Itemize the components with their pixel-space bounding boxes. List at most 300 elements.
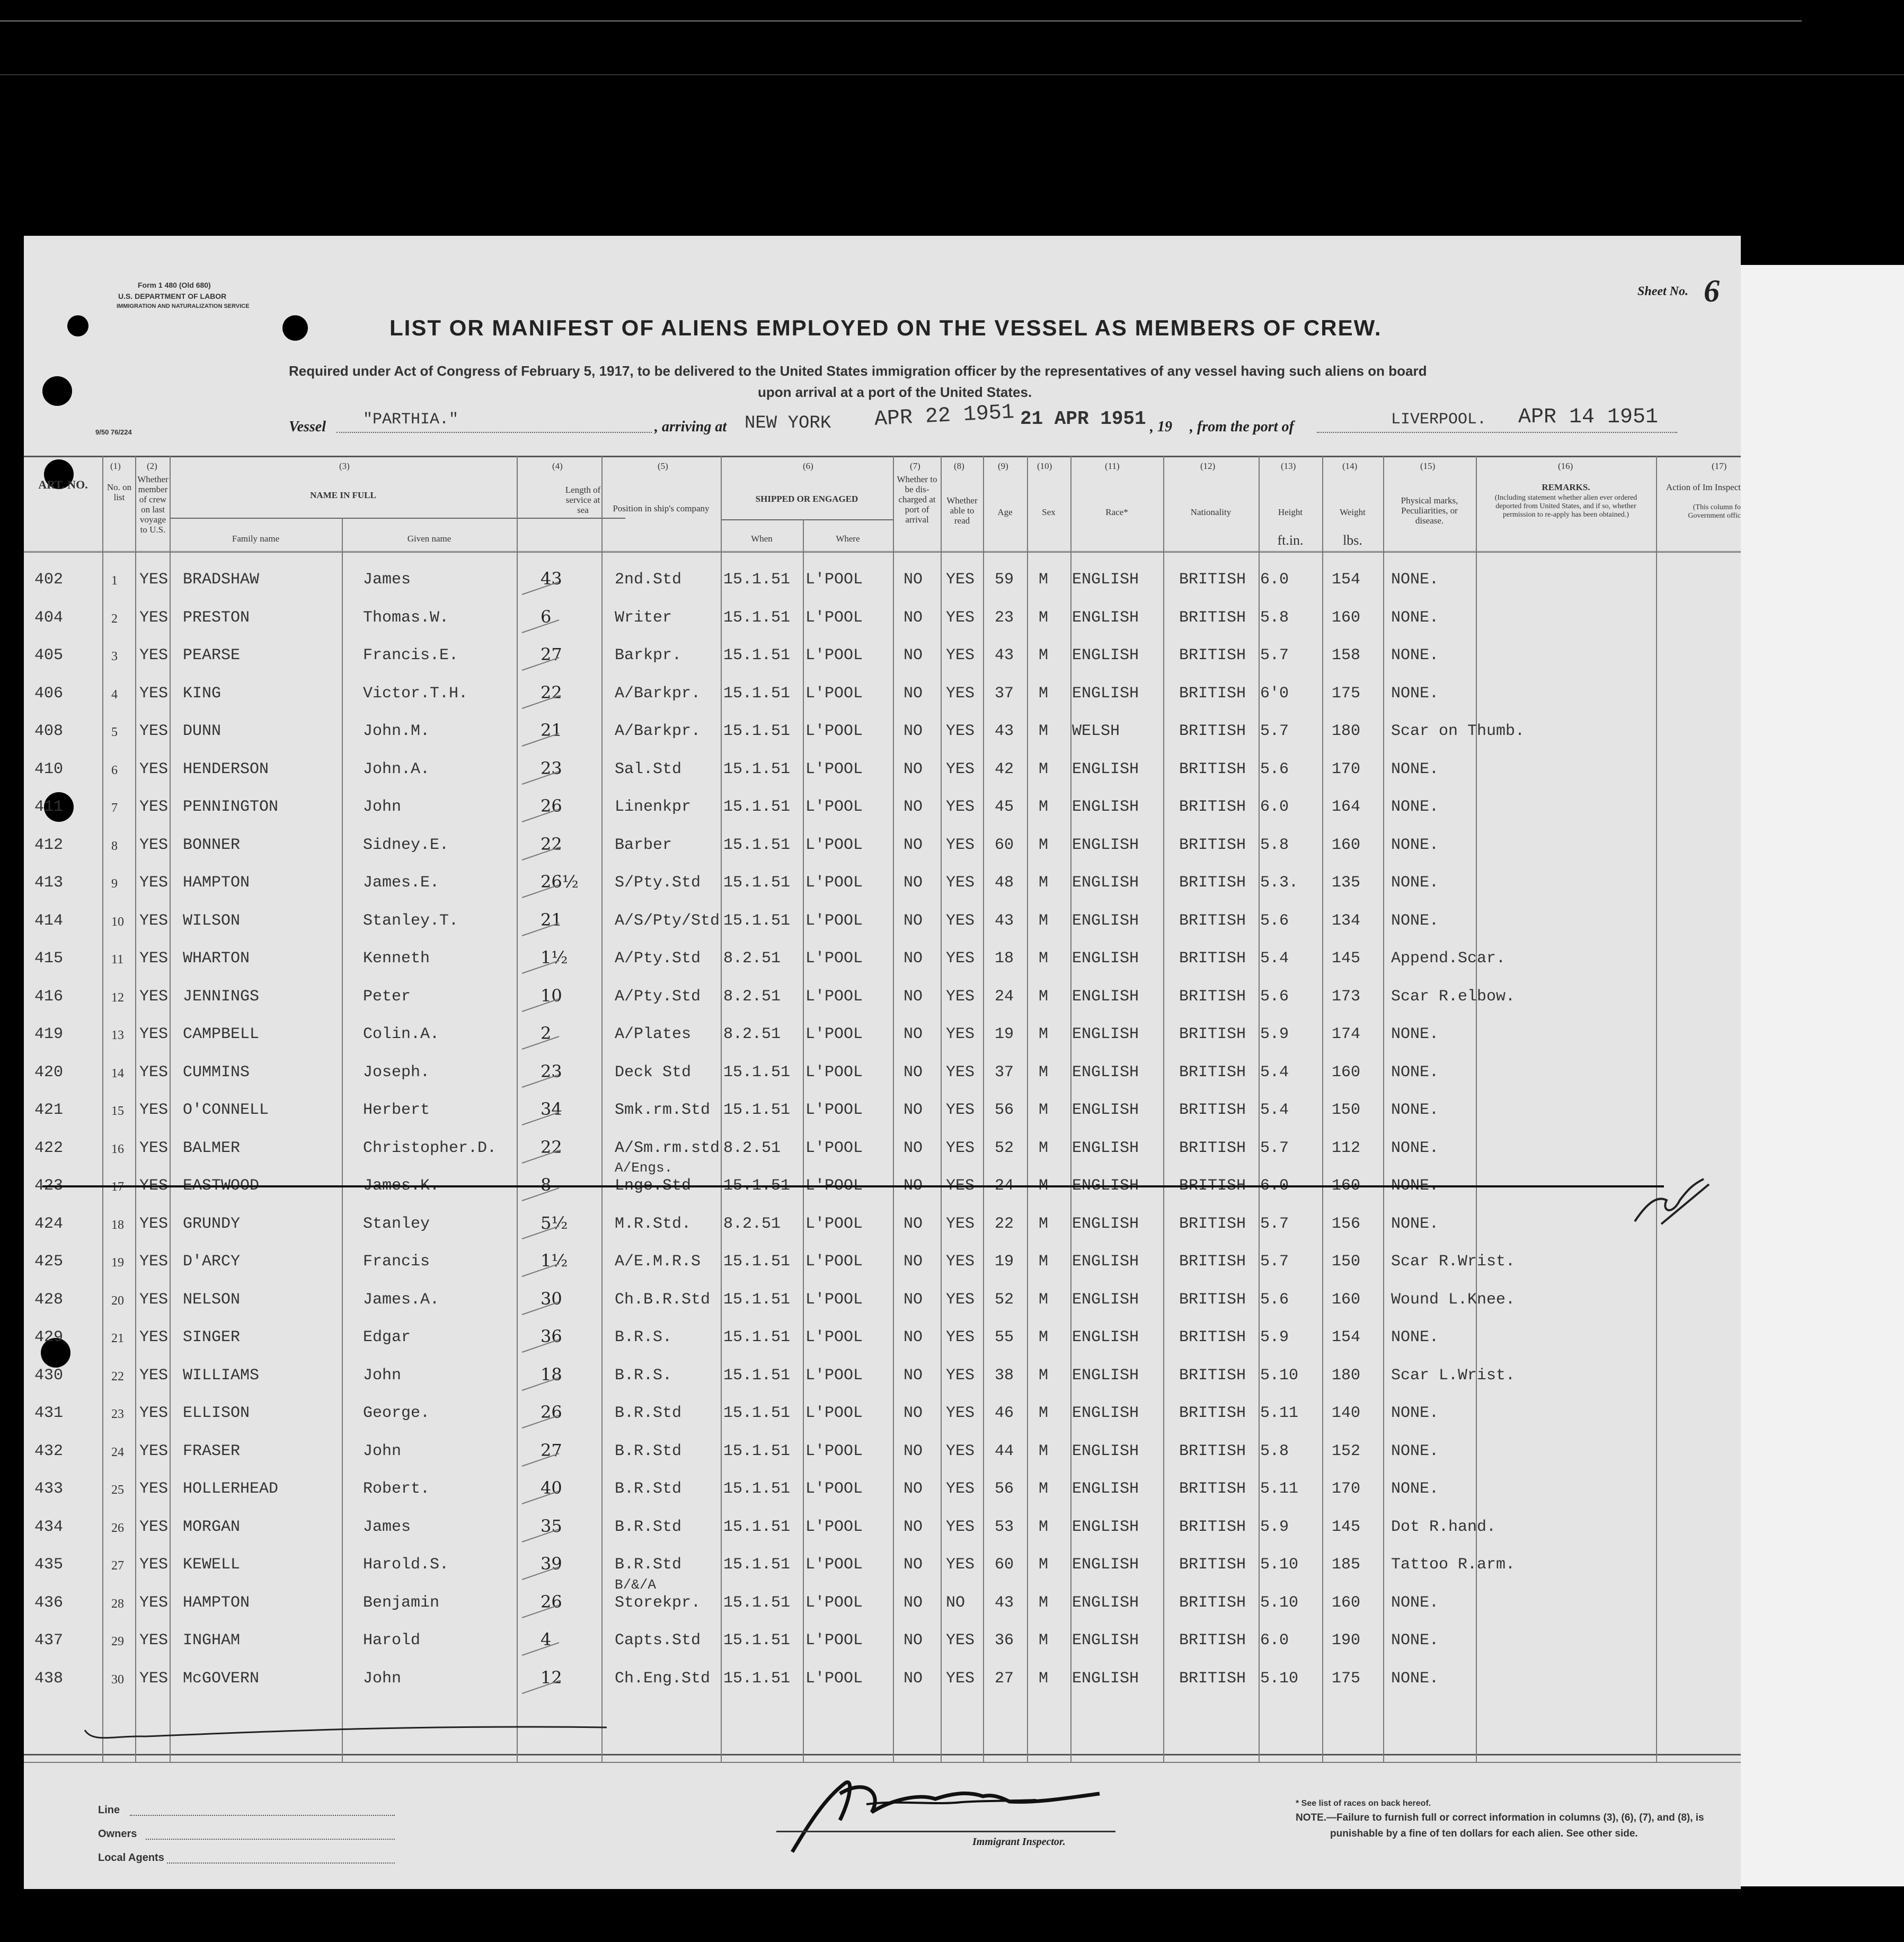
shipped-where-cell: L'POOL: [805, 987, 863, 1006]
paper-edge-strip: [1741, 265, 1904, 1886]
shipped-when-cell: 15.1.51: [723, 1101, 791, 1119]
list-number-cell: 11: [111, 953, 124, 966]
pencil-tick-icon: [519, 1601, 562, 1622]
column-divider: [102, 456, 103, 1762]
shipped-when-cell: 15.1.51: [723, 684, 791, 703]
discharged-cell: NO: [904, 1063, 923, 1081]
height-cell: 5.4: [1260, 950, 1289, 968]
race-cell: ENGLISH: [1072, 684, 1139, 703]
able-to-read-cell: YES: [946, 950, 975, 968]
age-cell: 60: [995, 836, 1014, 854]
punch-hole-icon: [42, 376, 72, 406]
physical-marks-cell: NONE.: [1391, 911, 1439, 930]
race-cell: ENGLISH: [1072, 1328, 1139, 1346]
nationality-cell: BRITISH: [1179, 1177, 1246, 1195]
last-voyage-cell: YES: [139, 1593, 169, 1612]
line-underline: [130, 1815, 395, 1816]
given-name-header: Given name: [407, 534, 451, 544]
last-voyage-cell: YES: [139, 1442, 169, 1460]
service-length-cell: 21: [541, 720, 562, 740]
given-name-cell: Francis: [363, 1253, 430, 1271]
position-cell: 2nd.Std: [615, 571, 682, 589]
shipped-where-cell: L'POOL: [805, 1556, 863, 1574]
last-voyage-cell: YES: [139, 1025, 169, 1043]
family-name-cell: WILLIAMS: [183, 1366, 260, 1385]
scan-edge-line: [0, 74, 1904, 75]
given-name-cell: James.A.: [363, 1290, 440, 1309]
column-divider: [1163, 456, 1164, 1762]
family-name-cell: BONNER: [183, 836, 241, 854]
discharged-cell: NO: [904, 1025, 923, 1043]
weight-cell: 134: [1332, 911, 1361, 930]
able-to-read-cell: NO: [946, 1593, 966, 1612]
weight-unit: lbs.: [1343, 533, 1362, 548]
height-cell: 5.9: [1260, 1518, 1289, 1536]
sex-cell: M: [1039, 1593, 1049, 1612]
race-cell: ENGLISH: [1072, 608, 1139, 627]
race-cell: ENGLISH: [1072, 1518, 1139, 1536]
shipped-where-cell: L'POOL: [805, 1101, 863, 1119]
weight-header: Weight: [1340, 507, 1366, 517]
physical-marks-cell: NONE.: [1391, 1177, 1439, 1195]
pencil-tick-icon: [519, 843, 562, 864]
given-name-cell: James: [363, 571, 411, 589]
art-number-cell: 431: [34, 1404, 64, 1422]
weight-cell: 160: [1332, 836, 1361, 854]
age-cell: 52: [995, 1290, 1014, 1309]
art-number-cell: 411: [34, 798, 64, 816]
able-to-read-cell: YES: [946, 911, 975, 930]
column-number: (7): [910, 461, 920, 471]
local-agents-label: Local Agents: [98, 1852, 164, 1864]
position-cell: B.R.S.: [615, 1328, 672, 1346]
height-cell: 5.10: [1260, 1366, 1299, 1385]
last-voyage-cell: YES: [139, 1556, 169, 1574]
sex-cell: M: [1039, 571, 1049, 589]
last-voyage-cell: YES: [139, 1518, 169, 1536]
sex-cell: M: [1039, 1025, 1049, 1043]
pencil-tick-icon: [519, 767, 562, 788]
race-cell: ENGLISH: [1072, 1253, 1139, 1271]
shipped-where-cell: L'POOL: [805, 1328, 863, 1346]
arriving-label: , arriving at: [654, 419, 727, 435]
family-name-cell: McGOVERN: [183, 1669, 260, 1688]
column-divider: [342, 518, 343, 1762]
art-number-cell: 405: [34, 646, 64, 664]
race-cell: ENGLISH: [1072, 1214, 1139, 1233]
family-name-cell: NELSON: [183, 1290, 241, 1309]
pencil-tick-icon: [519, 653, 562, 675]
position-cell: Ch.Eng.Std: [615, 1669, 711, 1688]
position-cell: A/E.M.R.S: [615, 1253, 701, 1271]
discharged-cell: NO: [904, 987, 923, 1006]
position-cell: B.R.S.: [615, 1366, 672, 1385]
shipped-where-cell: L'POOL: [805, 1518, 863, 1536]
service-length-cell: 27: [541, 1440, 562, 1460]
position-cell: Smk.rm.Std: [615, 1101, 711, 1119]
race-cell: ENGLISH: [1072, 760, 1139, 778]
art-number-cell: 413: [34, 874, 64, 892]
race-cell: ENGLISH: [1072, 836, 1139, 854]
shipped-when-cell: 15.1.51: [723, 1556, 791, 1574]
discharged-cell: NO: [904, 1253, 923, 1271]
race-cell: ENGLISH: [1072, 1177, 1139, 1195]
height-unit: ft.in.: [1277, 533, 1304, 548]
able-to-read-cell: YES: [946, 1025, 975, 1043]
able-to-read-cell: YES: [946, 684, 975, 703]
art-number-cell: 402: [34, 571, 64, 589]
age-cell: 38: [995, 1366, 1014, 1385]
where-header: Where: [836, 534, 860, 544]
date-stamp: 21 APR 1951: [1020, 408, 1146, 430]
service-length-cell: 36: [541, 1326, 562, 1346]
list-number-cell: 1: [111, 574, 118, 588]
race-cell: ENGLISH: [1072, 987, 1139, 1006]
service-length-cell: 26½: [541, 872, 579, 892]
weight-cell: 152: [1332, 1442, 1361, 1460]
shipped-where-cell: L'POOL: [805, 1669, 863, 1688]
column-number: (2): [147, 461, 157, 471]
age-cell: 37: [995, 1063, 1014, 1081]
family-name-cell: BALMER: [183, 1139, 241, 1157]
nationality-cell: BRITISH: [1179, 1631, 1246, 1650]
shipped-when-cell: 15.1.51: [723, 571, 791, 589]
weight-cell: 170: [1332, 1480, 1361, 1498]
list-number-cell: 15: [111, 1104, 124, 1118]
family-name-cell: MORGAN: [183, 1518, 241, 1536]
column-divider: [1027, 456, 1028, 1762]
physical-marks-cell: NONE.: [1391, 1480, 1439, 1498]
age-cell: 18: [995, 950, 1014, 968]
age-cell: 52: [995, 1139, 1014, 1157]
discharged-cell: NO: [904, 571, 923, 589]
weight-cell: 160: [1332, 1063, 1361, 1081]
physical-marks-cell: NONE.: [1391, 1669, 1439, 1688]
shipped-where-cell: L'POOL: [805, 684, 863, 703]
shipped-when-cell: 8.2.51: [723, 987, 781, 1006]
weight-cell: 154: [1332, 1328, 1361, 1346]
column-number: (12): [1200, 461, 1216, 471]
penalty-note: NOTE.—Failure to furnish full or correct information in columns (3), (6), (7), and (8), is: [1296, 1812, 1704, 1823]
position-cell: Lnge.Std: [615, 1177, 692, 1195]
discharged-cell: NO: [904, 1669, 923, 1688]
art-number-cell: 429: [34, 1328, 64, 1346]
physical-marks-cell: NONE.: [1391, 1025, 1439, 1043]
able-to-read-cell: YES: [946, 571, 975, 589]
list-number-cell: 30: [111, 1672, 124, 1687]
shipped-where-cell: L'POOL: [805, 608, 863, 627]
races-note: * See list of races on back hereof.: [1296, 1799, 1431, 1808]
shipped-when-cell: 15.1.51: [723, 1518, 791, 1536]
pencil-tick-icon: [519, 1335, 562, 1356]
last-voyage-cell: YES: [139, 1669, 169, 1688]
punch-hole-icon: [282, 315, 308, 341]
manifest-sheet: [24, 236, 1741, 1889]
position-cell: Deck Std: [615, 1063, 692, 1081]
physical-marks-cell: Append.Scar.: [1391, 950, 1506, 968]
race-cell: ENGLISH: [1072, 1442, 1139, 1460]
pencil-tick-icon: [519, 691, 562, 713]
position-cell: B.R.Std: [615, 1518, 682, 1536]
physical-marks-cell: Wound L.Knee.: [1391, 1290, 1516, 1309]
height-cell: 5.6: [1260, 987, 1289, 1006]
given-name-cell: Kenneth: [363, 950, 430, 968]
given-name-cell: Victor.T.H.: [363, 684, 468, 703]
weight-cell: 174: [1332, 1025, 1361, 1043]
race-cell: ENGLISH: [1072, 1101, 1139, 1119]
age-cell: 44: [995, 1442, 1014, 1460]
shipped-where-cell: L'POOL: [805, 1025, 863, 1043]
family-name-cell: HOLLERHEAD: [183, 1480, 279, 1498]
age-cell: 42: [995, 760, 1014, 778]
discharged-cell: NO: [904, 1214, 923, 1233]
subtitle: Required under Act of Congress of February 5, 1917, to be delivered to the United States immigration officer by the representatives of any vessel having such aliens on board: [289, 363, 1427, 379]
last-voyage-cell: YES: [139, 571, 169, 589]
shipped-when-cell: 15.1.51: [723, 1669, 791, 1688]
list-number-cell: 24: [111, 1445, 124, 1459]
position-note: A/Engs.: [615, 1160, 673, 1176]
art-number-cell: 437: [34, 1631, 64, 1650]
weight-cell: 160: [1332, 1177, 1361, 1195]
pencil-tick-icon: [519, 1032, 562, 1053]
weight-cell: 160: [1332, 1290, 1361, 1309]
age-cell: 43: [995, 722, 1014, 740]
inspector-action-subheader: (This column fo Government offic: [1688, 503, 1741, 520]
sex-cell: M: [1039, 836, 1049, 854]
list-number-cell: 20: [111, 1293, 124, 1308]
shipped-where-cell: L'POOL: [805, 1593, 863, 1612]
when-header: When: [751, 534, 773, 544]
list-number-header: No. on list: [107, 482, 132, 502]
last-voyage-header: Whether member of crew on last voyage to U.S.: [137, 474, 169, 535]
shipped-subheader-line: [721, 519, 893, 520]
column-divider: [1656, 456, 1657, 1762]
column-divider: [517, 456, 518, 1762]
inspector-signature: [760, 1762, 1163, 1868]
race-cell: ENGLISH: [1072, 798, 1139, 816]
column-number: (1): [110, 461, 121, 471]
column-number: (15): [1420, 461, 1436, 471]
pencil-tick-icon: [519, 729, 562, 750]
height-cell: 5.4: [1260, 1063, 1289, 1081]
family-name-cell: EASTWOOD: [183, 1177, 260, 1195]
given-name-cell: Stanley: [363, 1214, 430, 1233]
list-number-cell: 3: [111, 650, 118, 663]
age-cell: 60: [995, 1556, 1014, 1574]
shipped-when-cell: 8.2.51: [723, 1139, 781, 1157]
given-name-cell: Herbert: [363, 1101, 430, 1119]
shipped-when-cell: 15.1.51: [723, 874, 791, 892]
shipped-when-cell: 15.1.51: [723, 1253, 791, 1271]
given-name-cell: George.: [363, 1404, 430, 1422]
subtitle: upon arrival at a port of the United States.: [758, 384, 1032, 400]
pencil-tick-icon: [519, 1525, 562, 1546]
column-number: (6): [803, 461, 813, 471]
service-length-cell: 43: [541, 569, 562, 589]
last-voyage-cell: YES: [139, 1480, 169, 1498]
pencil-tick-icon: [519, 1677, 562, 1698]
last-voyage-cell: YES: [139, 950, 169, 968]
weight-cell: 164: [1332, 798, 1361, 816]
age-cell: 46: [995, 1404, 1014, 1422]
sex-cell: M: [1039, 608, 1049, 627]
discharged-cell: NO: [904, 760, 923, 778]
list-number-cell: 10: [111, 915, 124, 929]
table-bottom-border: [24, 1754, 1741, 1755]
weight-cell: 160: [1332, 1593, 1361, 1612]
shipped-where-cell: L'POOL: [805, 798, 863, 816]
discharged-cell: NO: [904, 1290, 923, 1309]
remarks-header: REMARKS.: [1542, 482, 1590, 492]
sex-cell: M: [1039, 760, 1049, 778]
pencil-tick-icon: [519, 1222, 562, 1243]
shipped-when-cell: 15.1.51: [723, 722, 791, 740]
given-name-cell: Thomas.W.: [363, 608, 449, 627]
family-name-cell: DUNN: [183, 722, 222, 740]
nationality-cell: BRITISH: [1179, 1101, 1246, 1119]
position-cell: Barkpr.: [615, 646, 682, 664]
last-voyage-cell: YES: [139, 1214, 169, 1233]
age-cell: 19: [995, 1025, 1014, 1043]
table-top-border: [24, 456, 1741, 457]
last-voyage-cell: YES: [139, 684, 169, 703]
able-to-read-cell: YES: [946, 1101, 975, 1119]
art-number-cell: 428: [34, 1290, 64, 1309]
shipped-when-cell: 15.1.51: [723, 798, 791, 816]
service-length-cell: 4: [541, 1629, 552, 1650]
physical-marks-header: Physical marks, Peculiarities, or disease.: [1401, 495, 1458, 526]
art-number-cell: 432: [34, 1442, 64, 1460]
family-name-cell: BRADSHAW: [183, 571, 260, 589]
height-cell: 5.7: [1260, 1253, 1289, 1271]
column-divider: [983, 456, 984, 1762]
race-cell: ENGLISH: [1072, 1404, 1139, 1422]
position-cell: A/Pty.Std: [615, 987, 701, 1006]
discharged-cell: NO: [904, 1328, 923, 1346]
shipped-when-cell: 15.1.51: [723, 1480, 791, 1498]
nationality-cell: BRITISH: [1179, 1290, 1246, 1309]
form-code: 9/50 76/224: [95, 428, 132, 436]
art-number-cell: 438: [34, 1669, 64, 1688]
shipped-where-cell: L'POOL: [805, 1214, 863, 1233]
sex-cell: M: [1039, 1328, 1049, 1346]
race-cell: ENGLISH: [1072, 646, 1139, 664]
last-voyage-cell: YES: [139, 1328, 169, 1346]
sex-cell: M: [1039, 1177, 1049, 1195]
sex-cell: M: [1039, 874, 1049, 892]
shipped-when-cell: 15.1.51: [723, 1404, 791, 1422]
shipped-where-cell: L'POOL: [805, 1366, 863, 1385]
height-cell: 5.10: [1260, 1593, 1299, 1612]
position-cell: Ch.B.R.Std: [615, 1290, 711, 1309]
able-to-read-cell: YES: [946, 1328, 975, 1346]
physical-marks-cell: NONE.: [1391, 608, 1439, 627]
pencil-tick-icon: [519, 1298, 562, 1319]
list-number-cell: 19: [111, 1256, 124, 1270]
last-voyage-cell: YES: [139, 1253, 169, 1271]
race-cell: ENGLISH: [1072, 1139, 1139, 1157]
art-number-cell: 425: [34, 1253, 64, 1271]
column-number: (11): [1105, 461, 1120, 471]
header-bottom-border: [24, 551, 1741, 553]
sex-cell: M: [1039, 1253, 1049, 1271]
age-cell: 36: [995, 1631, 1014, 1650]
art-number-cell: 412: [34, 836, 64, 854]
nationality-cell: BRITISH: [1179, 1139, 1246, 1157]
shipped-where-cell: L'POOL: [805, 1480, 863, 1498]
position-cell: B.R.Std: [615, 1480, 682, 1498]
column-number: (4): [552, 461, 563, 471]
nationality-cell: BRITISH: [1179, 1556, 1246, 1574]
physical-marks-cell: NONE.: [1391, 1063, 1439, 1081]
sex-cell: M: [1039, 911, 1049, 930]
service-length-cell: 26: [541, 1591, 562, 1612]
service-name: IMMIGRATION AND NATURALIZATION SERVICE: [117, 303, 250, 309]
physical-marks-cell: NONE.: [1391, 760, 1439, 778]
race-cell: ENGLISH: [1072, 911, 1139, 930]
able-to-read-cell: YES: [946, 646, 975, 664]
list-number-cell: 29: [111, 1635, 124, 1648]
discharged-cell: NO: [904, 1593, 923, 1612]
shipped-where-cell: L'POOL: [805, 760, 863, 778]
shipped-where-cell: L'POOL: [805, 911, 863, 930]
height-cell: 6.0: [1260, 1631, 1289, 1650]
weight-cell: 145: [1332, 1518, 1361, 1536]
agents-underline: [167, 1863, 395, 1864]
able-to-read-header: Whether able to read: [946, 495, 978, 526]
nationality-cell: BRITISH: [1179, 836, 1246, 854]
shipped-where-cell: L'POOL: [805, 571, 863, 589]
discharged-cell: NO: [904, 1404, 923, 1422]
height-cell: 5.11: [1260, 1404, 1299, 1422]
sex-cell: M: [1039, 1556, 1049, 1574]
art-number-cell: 423: [34, 1177, 64, 1195]
discharged-cell: NO: [904, 950, 923, 968]
weight-cell: 173: [1332, 987, 1361, 1006]
service-length-cell: 30: [541, 1288, 562, 1309]
list-number-cell: 16: [111, 1142, 124, 1156]
shipped-when-cell: 15.1.51: [723, 836, 791, 854]
family-name-cell: KING: [183, 684, 222, 703]
last-voyage-cell: YES: [139, 1101, 169, 1119]
service-length-header: Length of service at sea: [565, 485, 601, 515]
sex-cell: M: [1039, 1518, 1049, 1536]
nationality-cell: BRITISH: [1179, 1442, 1246, 1460]
last-voyage-cell: YES: [139, 646, 169, 664]
strikethrough-line: [42, 1185, 1664, 1187]
shipped-header: SHIPPED OR ENGAGED: [755, 494, 858, 504]
nationality-cell: BRITISH: [1179, 1404, 1246, 1422]
family-name-header: Family name: [232, 534, 280, 544]
column-number: (14): [1342, 461, 1358, 471]
able-to-read-cell: YES: [946, 1290, 975, 1309]
age-header: Age: [997, 507, 1013, 517]
weight-cell: 190: [1332, 1631, 1361, 1650]
family-name-cell: KEWELL: [183, 1556, 241, 1574]
list-number-cell: 18: [111, 1218, 124, 1232]
able-to-read-cell: YES: [946, 1404, 975, 1422]
shipped-where-cell: L'POOL: [805, 950, 863, 968]
physical-marks-cell: NONE.: [1391, 1139, 1439, 1157]
pencil-tick-icon: [519, 1184, 562, 1205]
race-cell: ENGLISH: [1072, 1025, 1139, 1043]
column-divider: [170, 456, 171, 1762]
nationality-cell: BRITISH: [1179, 950, 1246, 968]
list-number-cell: 5: [111, 725, 118, 739]
last-voyage-cell: YES: [139, 911, 169, 930]
punch-hole-icon: [67, 315, 88, 336]
position-cell: B.R.Std: [615, 1404, 682, 1422]
